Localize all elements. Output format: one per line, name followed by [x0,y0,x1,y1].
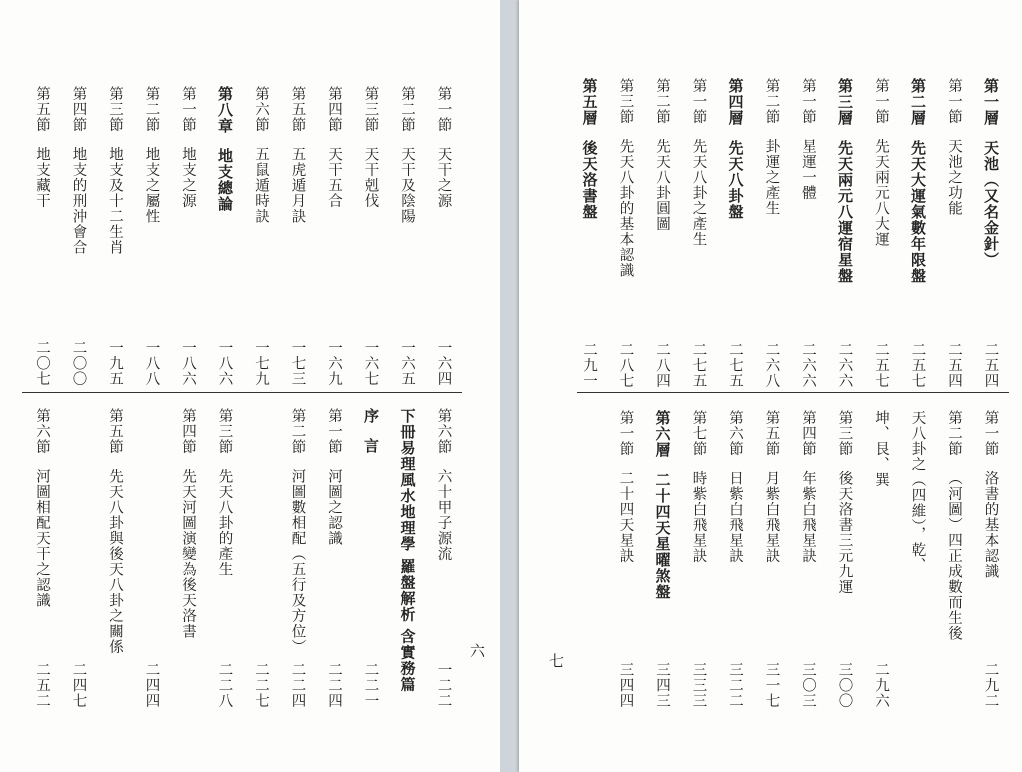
section-label: 第六節 [253,86,269,133]
entry-title: 六十甲子源流 [435,468,452,562]
right-bottom-entry-1 [947,410,962,712]
page-number: 二二四 [289,662,306,709]
entry-title: 後天洛書盤 [580,140,599,220]
page-number: 二五二 [34,662,50,709]
section-label: 第一節 [800,78,816,125]
page-number: 二七五 [690,342,707,389]
entry-title: 河圖相配天干之認識 [34,468,50,608]
page-number: 一九五 [107,340,123,387]
section-label: 第一節 [326,408,342,455]
page-number: 一八六 [180,340,196,387]
page-number: 三二二 [727,662,743,709]
section-label: 第二節 [399,86,415,133]
entry-title: 先天八卦之產生 [690,138,707,247]
section-label: 第四節 [70,86,87,133]
page-number: 二八四 [654,342,670,389]
section-label: 第一節 [180,86,196,133]
entry-title: 二十四天星訣 [617,470,634,564]
page-number: 三〇三 [800,662,816,709]
entry-title: 先天河圖演變為後天洛書 [180,468,196,639]
entry-title: 先天兩元八大運 [873,138,889,247]
section-label: 第八章 [216,86,234,134]
folio-number: 七 [549,652,565,670]
entry-title: （河圖）四正成數而生後 [946,470,962,641]
right-page [519,0,1022,772]
entry-title: 河圖之認識 [326,468,342,546]
entry-title: 日紫白飛星訣 [727,470,743,564]
page-number: 二五四 [946,342,962,389]
page-number: 二五七 [909,342,926,389]
entry-title: 卦運之產生 [763,138,780,216]
section-label: 序 [362,408,380,424]
section-label: 第二節 [654,78,670,125]
entry-title: 地支總論 [216,148,234,212]
page-number: 一六五 [399,340,415,387]
entry-title: 五虎遁月訣 [289,146,306,224]
page-number: 三四三 [654,662,670,709]
page-number: 二二一 [362,662,379,709]
section-label: 第四節 [326,86,342,133]
section-label: 第三節 [836,410,853,457]
entry-title: 先天兩元八運宿星盤 [836,140,854,284]
section-label: 第一節 [946,78,962,125]
page-number: 二六六 [800,342,816,389]
entry-title: 年紫白飛星訣 [800,470,816,564]
section-label: 第六節 [727,410,743,457]
entry-title: 河圖數相配（五行及方位） [289,468,306,655]
page-number: 二五七 [873,342,889,389]
page-number: 一六四 [435,340,452,387]
page-number: 二七五 [727,342,743,389]
section-label: 第一節 [690,78,707,125]
entry-title: 先天八卦的基本認識 [617,138,634,278]
section-label: 第六層 [653,410,672,458]
page-number: 一七三 [289,340,306,387]
left-bottom-entry-9 [108,408,123,712]
page-number: 二九二 [982,662,999,709]
entry-title: 天干之源 [435,146,452,209]
page-number: 二六八 [763,342,780,389]
section-label: 第五節 [34,86,50,133]
section-divider [22,392,462,393]
entry-title: 坤、艮、巽 [873,410,889,488]
section-label: 第四節 [180,408,196,455]
page-number: 三一七 [763,662,780,709]
section-label: 第一節 [873,78,889,125]
entry-title: 二十四天星曜煞盤 [653,472,672,600]
section-label: 第一節 [435,86,452,133]
entry-title: 先天八卦圓圖 [654,138,670,232]
entry-title: 五鼠遁時訣 [253,146,269,224]
entry-title: 下冊易理風水地理學 羅盤解析 含實務篇 [398,408,417,693]
section-label: 第一層 [982,78,1000,126]
section-label: 第二節 [946,410,962,457]
entry-title: 天干及陰陽 [399,146,415,224]
section-label: 第三層 [836,78,854,126]
page-gutter [500,0,519,772]
left-bottom-entry-7 [181,408,196,712]
entry-title: 天八卦之（四維），乾、 [909,410,926,574]
folio-number: 六 [470,642,486,660]
entry-title: 先天八卦與後天八卦之關係 [107,468,123,655]
entry-title: 地支的刑沖會合 [70,146,87,255]
entry-title: 後天洛書三元九運 [836,470,853,595]
section-label: 第二節 [763,78,780,125]
page-number: 一八六 [216,340,233,387]
section-label: 第二節 [143,86,160,133]
page-number: 二九六 [873,662,889,709]
section-label: 第一節 [982,410,999,457]
section-label: 第六節 [34,408,50,455]
entry-title: 天池之功能 [946,138,962,216]
page-number: 一六九 [326,340,342,387]
page-number: 三三三 [690,662,707,709]
section-label: 第五節 [289,86,306,133]
page-number: 一七九 [253,340,269,387]
section-label: 第六節 [435,408,452,455]
entry-title: 天干五合 [326,146,342,209]
section-label: 第一節 [617,410,634,457]
entry-title: 時紫白飛星訣 [690,470,707,564]
entry-title: 天干剋伐 [362,146,379,209]
page-number: 二五四 [982,342,999,389]
page-number: 二九一 [581,342,597,389]
page-number: 一六七 [362,340,379,387]
entry-title: 地支及十二生肖 [107,146,123,255]
section-label: 第四層 [726,78,745,126]
section-label: 第七節 [690,410,707,457]
page-number: 一二二 [435,662,452,709]
right-bottom-entry-2 [910,410,925,712]
entry-title: 先天八卦盤 [726,140,745,220]
entry-title: 地支之源 [180,146,196,209]
section-label: 第三節 [617,78,634,125]
entry-title: 先天大運氣數年限盤 [909,140,927,284]
left-page [0,0,500,772]
section-label: 第五節 [107,408,123,455]
entry-title: 言 [362,438,380,454]
section-label: 第四節 [800,410,816,457]
entry-title: 地支之屬性 [143,146,160,224]
page-number: 三四四 [617,662,634,709]
entry-title: 月紫白飛星訣 [763,470,780,564]
section-label: 第三節 [362,86,379,133]
section-label: 第五節 [763,410,780,457]
entry-title: 地支藏干 [34,146,50,209]
page-number: 二二七 [253,662,269,709]
entry-title: 星運一體 [800,138,816,201]
page-number: 二六六 [836,342,853,389]
entry-title: 洛書的基本認識 [982,470,999,579]
page-number: 二二八 [216,662,233,709]
page-number: 二八七 [617,342,634,389]
page-number: 三〇〇 [836,662,853,709]
section-label: 第三節 [216,408,233,455]
page-number: 二四四 [143,662,160,709]
section-divider [577,392,1009,393]
left-bottom-entry-1 [400,408,415,712]
page-number: 一八八 [143,340,160,387]
entry-title: 天池（又名金針） [982,140,1000,268]
entry-title: 先天八卦的產生 [216,468,233,577]
section-label: 第二節 [289,408,306,455]
page-number: 二二四 [326,662,342,709]
section-label: 第三節 [107,86,123,133]
section-label: 第二層 [909,78,927,126]
page-number: 二四七 [70,662,87,709]
section-label: 第五層 [580,78,599,126]
page-number: 二〇〇 [70,340,87,387]
page-number: 二〇七 [34,340,50,387]
